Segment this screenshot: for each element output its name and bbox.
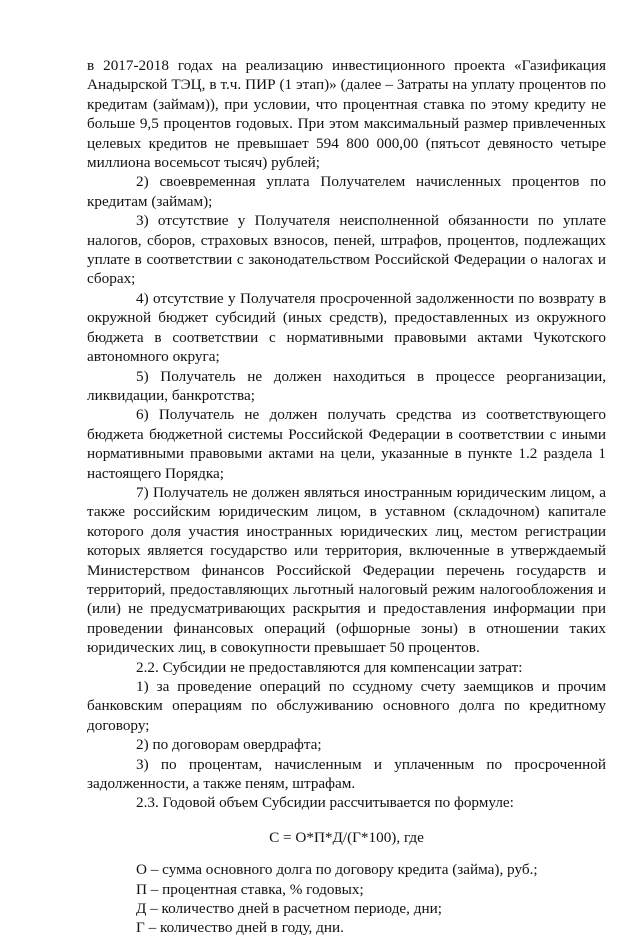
definition-o: О – сумма основного долга по договору кредита (займа), руб.; — [136, 861, 538, 879]
paragraph-condition-6: 6) Получатель не должен получать средства из соответствующего бюджета бюджетной системы Российской Федерации в соответствии с иными нормативными правовыми актами на цели, указанные в пункте 1.2 раздела 1 настоящего Порядка; — [87, 406, 606, 482]
definition-d: Д – количество дней в расчетном периоде, дни; — [136, 900, 442, 918]
subsidy-formula: С = О*П*Д/(Г*100), где — [269, 828, 424, 846]
paragraph-section-2-2: 2.2. Субсидии не предоставляются для компенсации затрат: — [136, 658, 523, 676]
paragraph-condition-7: 7) Получатель не должен являться иностранным юридическим лицом, а также российским юридическим лицом, в уставном (складочном) капитале которого доля участия иностранных юридических лиц, местом регистрации которых является государство или территория, включенные в утверждаемый Министерством финансов Российской Федерации перечень государств и территорий, предоставляющих льготный налоговый режим налогообложения и (или) не предусматривающих раскрытия и предоставления информации при проведении финансовых операций (офшорные зоны) в отношении таких юридических лиц, в совокупности превышает 50 процентов. — [87, 483, 606, 657]
paragraph-exclusion-3: 3) по процентам, начисленным и уплаченным по просроченной задолженности, а также пеням, штрафам. — [87, 755, 606, 793]
document-page — [87, 56, 606, 938]
paragraph-exclusion-2: 2) по договорам овердрафта; — [136, 736, 322, 754]
paragraph-exclusion-1: 1) за проведение операций по ссудному счету заемщиков и прочим банковским операциям по обслуживанию основного долга по кредитному договору; — [87, 678, 606, 734]
paragraph-condition-2: 2) своевременная уплата Получателем начисленных процентов по кредитам (займам); — [87, 173, 606, 210]
paragraph-condition-5: 5) Получатель не должен находиться в процессе реорганизации, ликвидации, банкротства; — [87, 367, 606, 404]
paragraph-condition-3: 3) отсутствие у Получателя неисполненной обязанности по уплате налогов, сборов, страховых взносов, пеней, штрафов, процентов, подлежащих уплате в соответствии с законодательством Российской Федерации о налогах и сборах; — [87, 212, 606, 288]
definition-g: Г – количество дней в году, дни. — [136, 919, 344, 937]
definition-p: П – процентная ставка, % годовых; — [136, 880, 364, 898]
paragraph-continuation: в 2017-2018 годах на реализацию инвестиционного проекта «Газификация Анадырской ТЭЦ, в т.ч. ПИР (1 этап)» (далее – Затраты на уплату процентов по кредитам (займам)), при условии, что процентная ставка по этому кредиту не больше 9,5 процентов годовых. При этом максимальный размер привлеченных целевых кредитов не превышает 594 800 000,00 (пятьсот девяносто четыре миллиона восемьсот тысяч) рублей; — [87, 57, 606, 172]
paragraph-section-2-3: 2.3. Годовой объем Субсидии рассчитывается по формуле: — [136, 794, 514, 812]
paragraph-condition-4: 4) отсутствие у Получателя просроченной задолженности по возврату в окружной бюджет субсидий (иных средств), предоставленных из окружного бюджета в соответствии с нормативными правовыми актами Чукотского автономного округа; — [87, 289, 606, 366]
